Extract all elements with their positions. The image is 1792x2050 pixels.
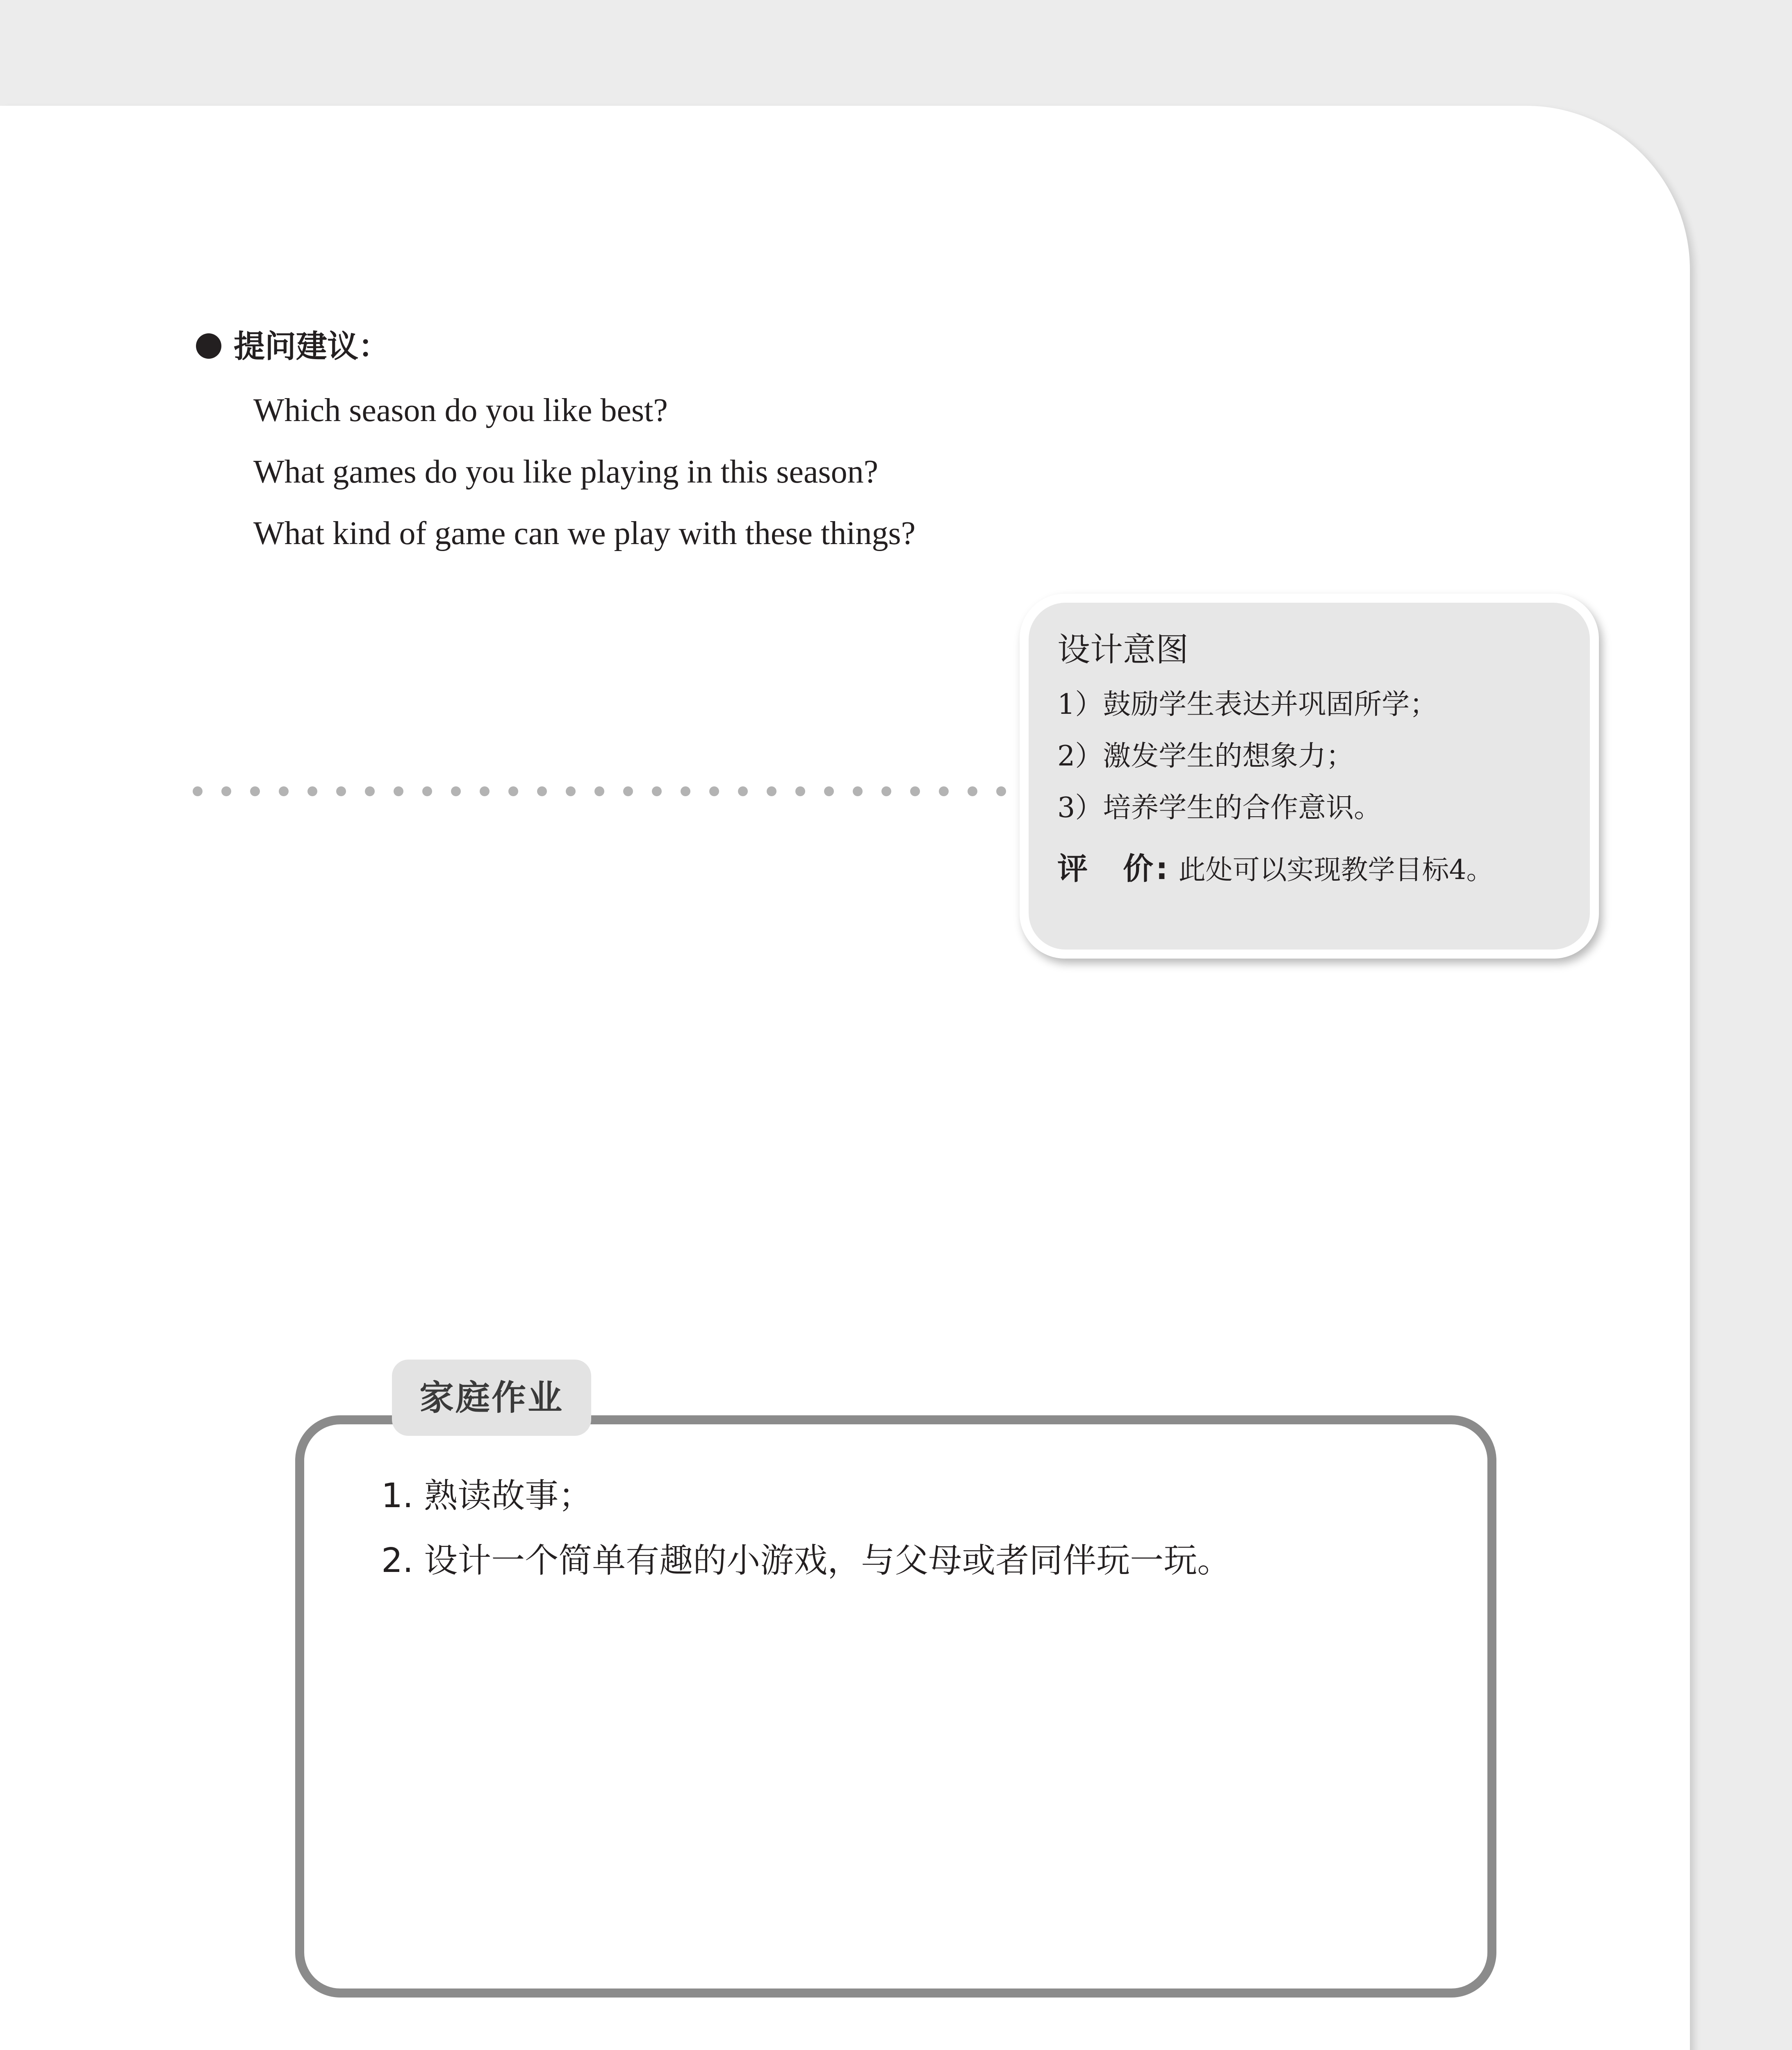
divider-dot: [738, 786, 748, 796]
evaluation-text: 此处可以实现教学目标4。: [1178, 854, 1494, 886]
divider-dot: [566, 786, 576, 796]
question-item: What games do you like playing in this season?: [253, 454, 879, 490]
design-intent-item: 3）培养学生的合作意识。: [1057, 792, 1382, 824]
divider-dot: [307, 786, 317, 796]
divider-dot: [451, 786, 461, 796]
divider-dot: [480, 786, 490, 796]
divider-dot: [537, 786, 547, 796]
divider-dot: [336, 786, 346, 796]
divider-dot: [250, 786, 260, 796]
divider-dot: [939, 786, 949, 796]
divider-dot: [279, 786, 289, 796]
divider-dot: [365, 786, 375, 796]
evaluation-row: [1057, 843, 1565, 903]
divider-dot: [193, 786, 203, 796]
divider-dot: [824, 786, 834, 796]
divider-dot: [221, 786, 231, 796]
dotted-divider: [193, 779, 1009, 804]
evaluation-label: 评 价:: [1057, 851, 1170, 886]
divider-dot: [795, 786, 805, 796]
question-list: [253, 380, 1262, 564]
divider-dot: [767, 786, 776, 796]
question-item: What kind of game can we play with these things?: [253, 515, 916, 551]
homework-title: 家庭作业: [392, 1360, 591, 1436]
divider-dot: [422, 786, 432, 796]
homework-item: 1. 熟读故事；: [381, 1476, 592, 1515]
question-suggestions: [196, 324, 1262, 564]
questions-heading: [196, 324, 1262, 369]
question-item: Which season do you like best?: [253, 392, 668, 428]
design-intent-item: 2）激发学生的想象力；: [1057, 740, 1354, 772]
bullet-icon: [196, 333, 221, 359]
divider-dot: [623, 786, 633, 796]
homework-item: 2. 设计一个简单有趣的小游戏，与父母或者同伴玩一玩。: [381, 1541, 1231, 1580]
divider-dot: [681, 786, 690, 796]
divider-dot: [709, 786, 719, 796]
divider-dot: [968, 786, 977, 796]
divider-dot: [910, 786, 920, 796]
design-intent-inner: [1029, 603, 1590, 950]
design-intent-box: [1020, 594, 1599, 959]
design-intent-list: [1057, 679, 1565, 834]
divider-dot: [652, 786, 662, 796]
divider-dot: [881, 786, 891, 796]
divider-dot: [594, 786, 604, 796]
divider-dot: [996, 786, 1006, 796]
homework-list: [381, 1464, 1231, 1593]
divider-dot: [508, 786, 518, 796]
design-intent-title: 设计意图: [1057, 631, 1189, 669]
divider-dot: [394, 786, 403, 796]
questions-heading-text: 提问建议：: [234, 328, 389, 364]
divider-dot: [853, 786, 863, 796]
design-intent-item: 1）鼓励学生表达并巩固所学；: [1057, 688, 1438, 721]
